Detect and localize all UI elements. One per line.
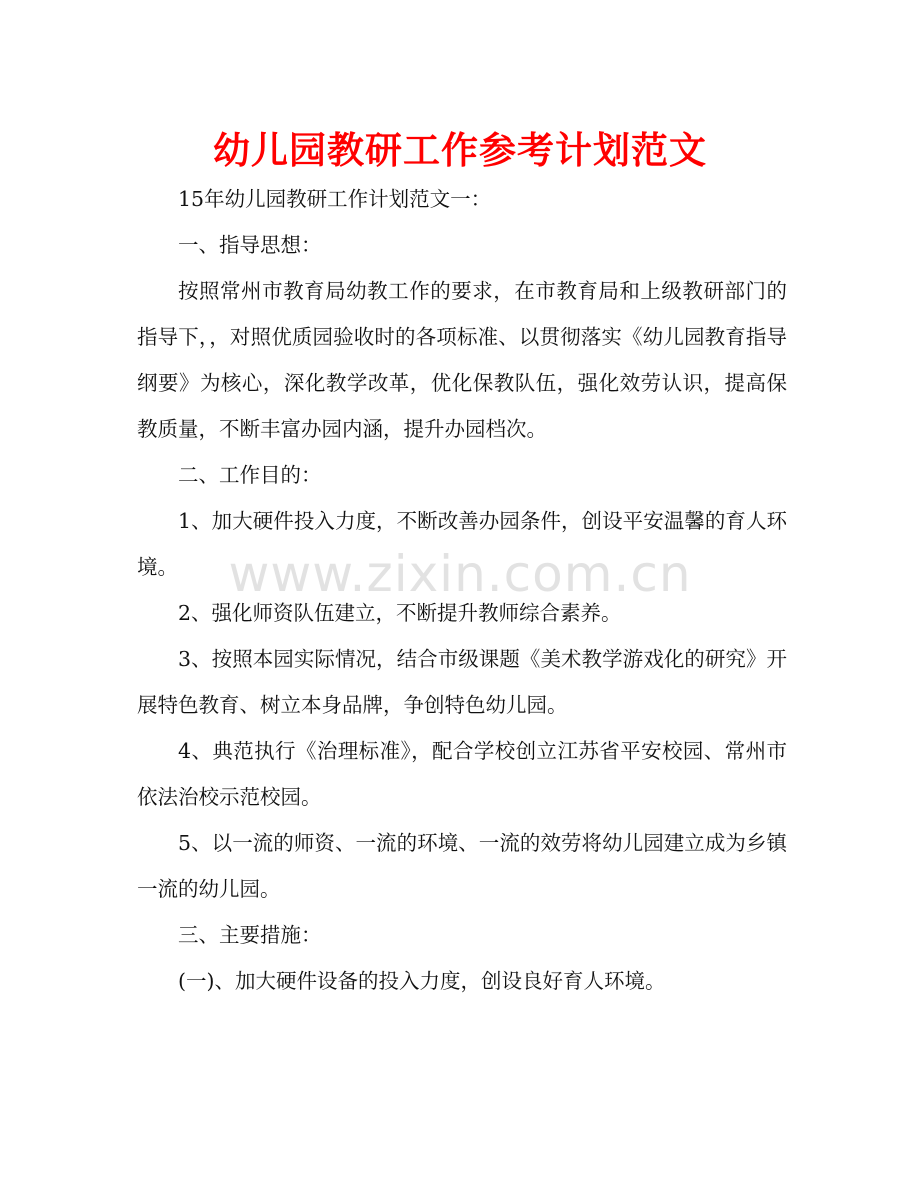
section-heading-work-goals: 二、工作目的：: [178, 463, 322, 487]
goal-item-5: 5、以一流的师资、一流的环境、一流的效劳将幼儿园建立成为乡镇一流的幼儿园。: [137, 831, 787, 901]
watermark-text: www.zixin.com.cn: [228, 545, 692, 603]
paragraph-intro: 15年幼儿园教研工作计划范文一：: [178, 187, 492, 211]
goal-item-3: 3、按照本园实际情况，结合市级课题《美术教学游戏化的研究》开展特色教育、树立本身品牌，争创特色幼儿园。: [137, 647, 787, 717]
section-heading-guiding-ideology: 一、指导思想：: [178, 233, 322, 257]
goal-item-1: 1、加大硬件投入力度，不断改善办园条件，创设平安温馨的育人环境。: [137, 509, 787, 579]
goal-item-4: 4、典范执行《治理标准》，配合学校创立江苏省平安校园、常州市依法治校示范校园。: [137, 739, 787, 809]
goal-item-2: 2、强化师资队伍建立，不断提升教师综合素养。: [178, 601, 622, 625]
document-title: 幼儿园教研工作参考计划范文: [213, 128, 707, 172]
section-heading-main-measures: 三、主要措施：: [178, 923, 322, 947]
measure-item-1: (一)、加大硬件设备的投入力度，创设良好育人环境。: [178, 969, 666, 993]
paragraph-guiding-ideology: 按照常州市教育局幼教工作的要求，在市教育局和上级教研部门的指导下，，对照优质园验收时的各项标准、以贯彻落实《幼儿园教育指导纲要》为核心，深化教学改革，优化保教队伍，强化效劳认识，提高保教质量，不断丰富办园内涵，提升办园档次。: [137, 279, 787, 441]
document-body: [137, 176, 787, 1004]
